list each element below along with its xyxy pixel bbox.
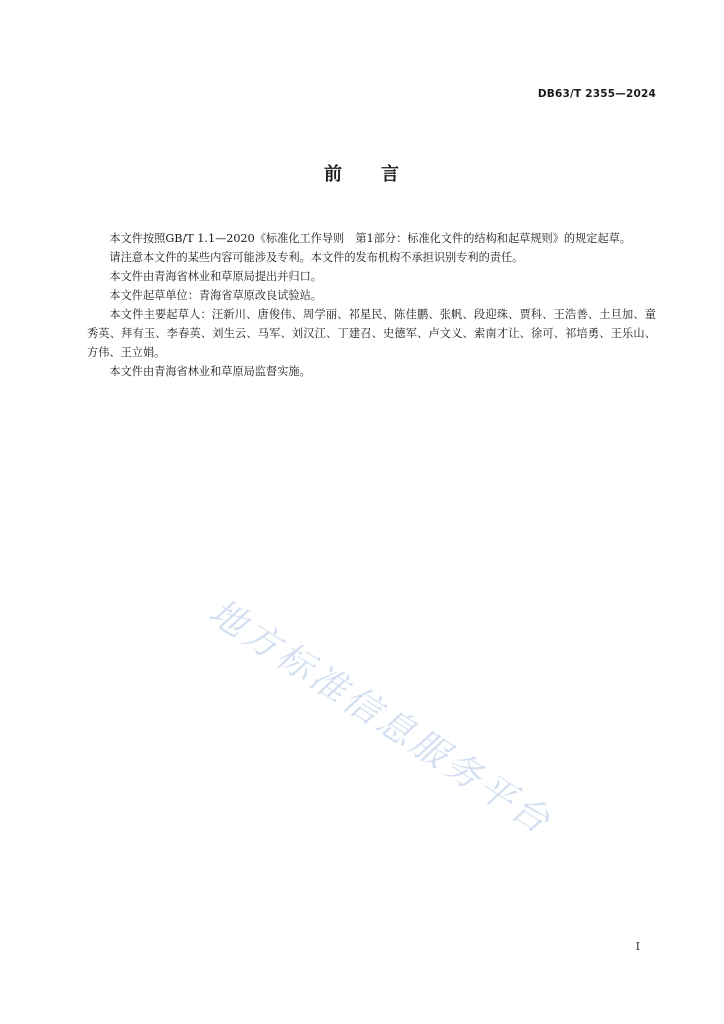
foreword-body: [87, 229, 656, 381]
paragraph-patent-notice: 请注意本文件的某些内容可能涉及专利。本文件的发布机构不承担识别专利的责任。: [109, 251, 524, 264]
paragraph-proposer: 本文件由青海省林业和草原局提出并归口。: [109, 270, 322, 283]
paragraph-drafters: 本文件主要起草人：汪新川、唐俊伟、周学丽、祁星民、陈佳鹏、张帆、段迎珠、贾科、王浩善、土旦加、童秀英、拜有玉、李春英、刘生云、马军、刘汉江、丁建召、史德军、卢文义、索南才让、徐可、祁培勇、王乐山、方伟、王立娟。: [87, 308, 656, 359]
paragraph-drafting-unit: 本文件起草单位：青海省草原改良试验站。: [109, 289, 322, 302]
paragraph-drafting-rules: 本文件按照GB/T 1.1—2020《标准化工作导则 第1部分：标准化文件的结构和起草规则》的规定起草。: [109, 232, 632, 245]
page-title: 前 言: [324, 164, 400, 185]
watermark: 地方标准信息服务平台: [201, 591, 560, 844]
document-code: DB63/T 2355—2024: [537, 88, 656, 100]
paragraph-supervision: 本文件由青海省林业和草原局监督实施。: [109, 365, 311, 378]
page-number: I: [635, 940, 640, 953]
